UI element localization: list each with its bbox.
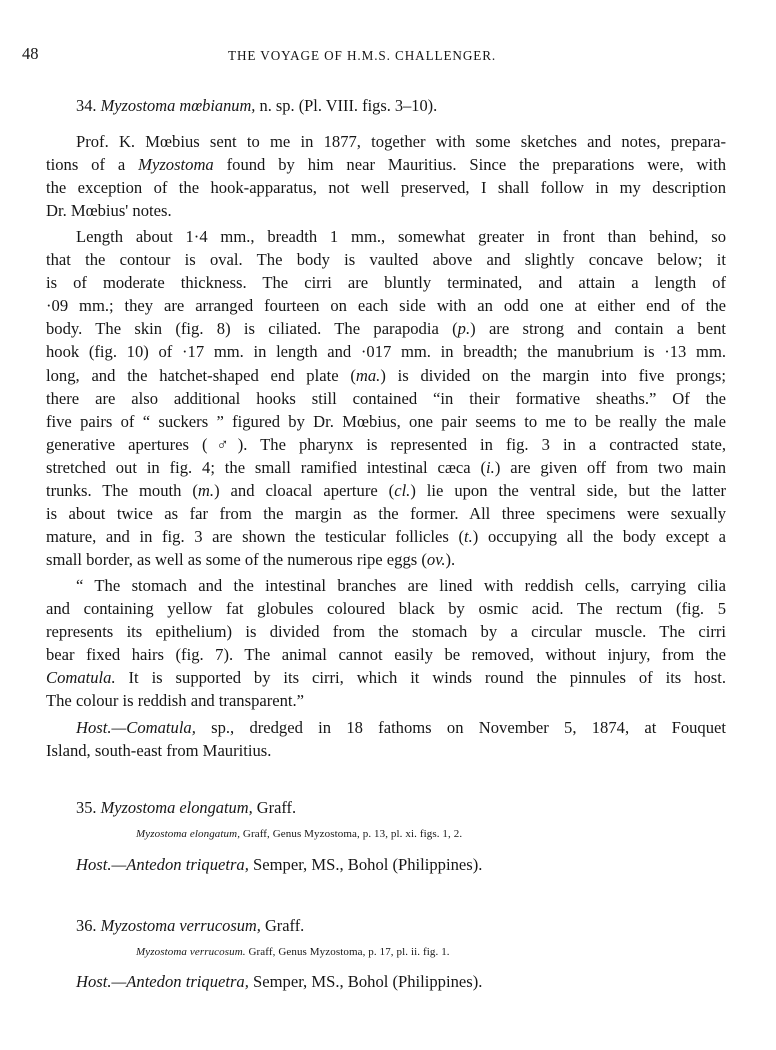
text-line: represents its epithelium) is divided from the stomach by a circular muscle. The cirri [46,622,726,642]
species-36-reference: Myzostoma verrucosum. Graff, Genus Myzostoma, p. 17, pl. ii. fig. 1. [136,946,450,958]
text-line: Comatula. It is supported by its cirri, which it winds round the pinnules of its host. [46,668,726,688]
text-line: stretched out in fig. 4; the small ramified intestinal cæca (i.) are given off from two main [46,457,726,477]
text-line: generative apertures (♂). The pharynx is represented in fig. 3 in a contracted state, [46,434,726,454]
text-line: there are also additional hooks still contained “in their formative sheaths.” Of the [46,388,726,408]
text-line: Island, south-east from Mauritius. [46,741,272,761]
species-34-number: 34. [76,96,97,115]
running-title: THE VOYAGE OF H.M.S. CHALLENGER. [228,48,497,63]
text-line: is of moderate thickness. The cirri are bluntly terminated, and attain a length of [46,273,726,293]
species-35-heading: 35. Myzostoma elongatum, Graff. [76,798,297,817]
text-line: mature, and in fig. 3 are shown the testicular follicles (t.) occupying all the body except a [46,527,726,547]
text-line: trunks. The mouth (m.) and cloacal aperture (cl.) lie upon the ventral side, but the latter [46,481,726,501]
text-line: small border, as well as some of the numerous ripe eggs (ov.). [46,550,456,570]
page-number: 48 [22,44,39,63]
text-line: Length about 1·4 mm., breadth 1 mm., somewhat greater in front than behind, so [76,227,726,246]
text-line: long, and the hatchet-shaped end plate (ma.) is divided on the margin into five prongs; [46,365,726,385]
paragraph-host [46,716,726,762]
paragraph-intro [46,130,726,222]
species-36-heading: 36. Myzostoma verrucosum, Graff. [76,916,305,935]
text-line: and containing yellow fat globules coloured black by osmic acid. The rectum (fig. 5 [46,599,726,619]
text-line: hook (fig. 10) of ·17 mm. in length and ·017 mm. in breadth; the manubrium is ·13 mm. [46,342,726,362]
species-34-heading [76,96,437,116]
text-line: “ The stomach and the intestinal branches are lined with reddish cells, carrying cilia [76,576,726,595]
species-34-suffix: n. sp. (Pl. VIII. figs. 3–10). [259,96,438,115]
text-line: bear fixed hairs (fig. 7). The animal cannot easily be removed, without injury, from the [46,645,726,665]
species-34-name: Myzostoma mœbianum, [100,96,256,115]
text-line: Dr. Mœbius' notes. [46,201,172,221]
species-35-host: Host.—Antedon triquetra, Semper, MS., Bohol (Philippines). [76,855,483,874]
text-line: that the contour is oval. The body is vaulted above and slightly concave below; it [46,250,726,270]
text-line: tions of a Myzostoma found by him near Mauritius. Since the preparations were, with [46,155,727,175]
text-line: the exception of the hook-apparatus, not well preserved, I shall follow in my description [46,178,726,198]
paragraph-description [46,225,726,571]
text-line: body. The skin (fig. 8) is ciliated. The parapodia (p.) are strong and contain a bent [46,319,726,339]
text-line: Host.—Comatula, sp., dredged in 18 fathoms on November 5, 1874, at Fouquet [76,718,726,737]
text-line: is about twice as far from the margin as the former. All three specimens were sexually [46,504,726,524]
species-35-reference: Myzostoma elongatum, Graff, Genus Myzostoma, p. 13, pl. xi. figs. 1, 2. [136,828,463,840]
paragraph-quotation [46,574,726,713]
text-line: ·09 mm.; they are arranged fourteen on each side with an odd one at either end of the [46,296,726,316]
species-36-host: Host.—Antedon triquetra, Semper, MS., Bohol (Philippines). [76,972,483,991]
text-line: Prof. K. Mœbius sent to me in 1877, together with some sketches and notes, prepara- [76,132,726,151]
text-line: five pairs of “ suckers ” figured by Dr. Mœbius, one pair seems to me to be really the male [46,411,726,431]
text-line: The colour is reddish and transparent.” [46,691,305,711]
